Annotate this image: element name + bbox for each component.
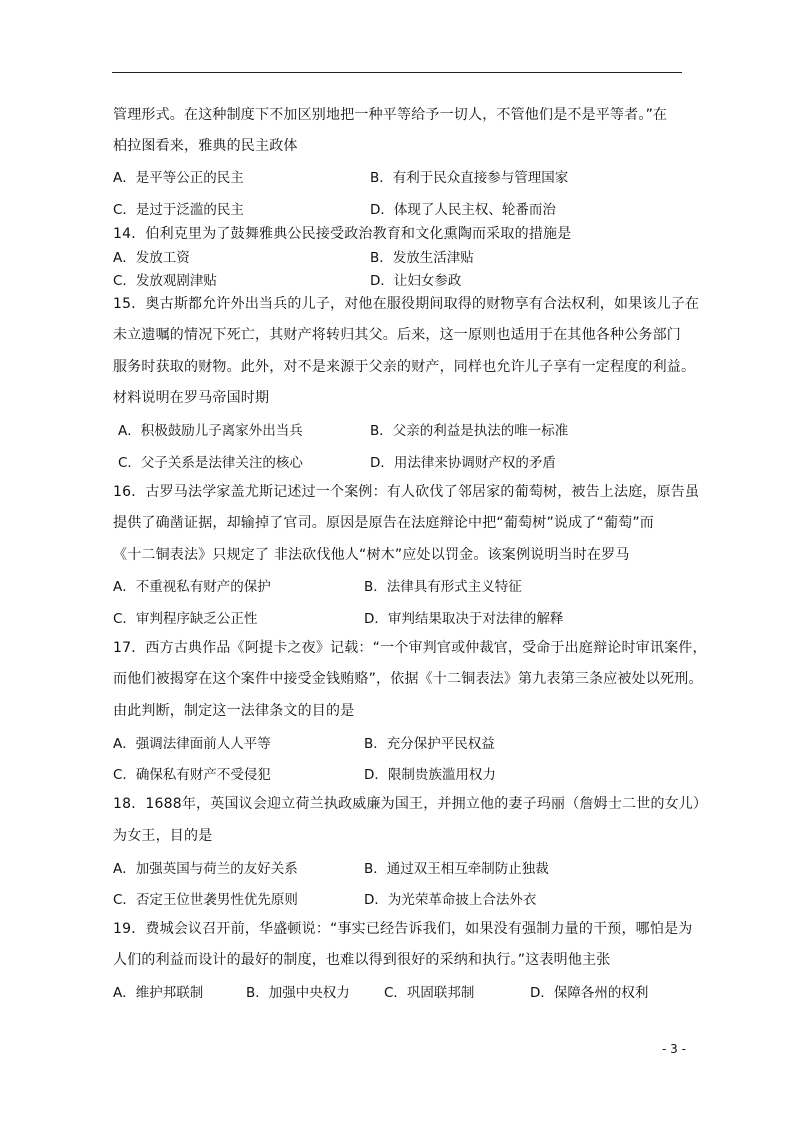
header-rule: [112, 72, 682, 73]
text-line: 《十二铜表法》只规定了 非法砍伐他人“树木”应处以罚金。该案例说明当时在罗马: [113, 547, 630, 563]
question-16: 16．古罗马法学家盖尤斯记述过一个案例：有人砍伐了邻居家的葡萄树，被告上法庭，原告虽: [113, 484, 700, 500]
option-a: A．积极鼓励儿子离家外出当兵: [118, 423, 303, 439]
text-line: 材料说明在罗马帝国时期: [113, 390, 270, 406]
option-d: D．体现了人民主权、轮番而治: [370, 202, 556, 218]
text-line: 管理形式。在这种制度下不加区别地把一种平等给予一切人，不管他们是不是平等者。”在: [113, 107, 668, 123]
text-line: 由此判断，制定这一法律条文的目的是: [113, 703, 355, 719]
question-17: 17．西方古典作品《阿提卡之夜》记载：“一个审判官或仲裁官，受命于出庭辩论时审讯案件，: [113, 640, 707, 656]
option-a: A．加强英国与荷兰的友好关系: [113, 861, 298, 877]
option-c: C．否定王位世袭男性优先原则: [113, 892, 298, 908]
question-15: 15．奥古斯都允许外出当兵的儿子，对他在服役期间取得的财物享有合法权利，如果该儿子在: [113, 296, 700, 312]
option-c: C．确保私有财产不受侵犯: [113, 767, 271, 783]
option-d: D．为光荣革命披上合法外衣: [364, 892, 537, 908]
text-line: 而他们被揭穿在这个案件中接受金钱贿赂”，依据《十二铜表法》第九表第三条应被处以死刑。: [113, 671, 703, 687]
question-18: 18．1688年，英国议会迎立荷兰执政威廉为国王，并拥立他的妻子玛丽（詹姆士二世的女儿）: [113, 796, 708, 812]
option-b: B．加强中央权力: [246, 985, 350, 1001]
page-number: - 3 -: [662, 1042, 686, 1056]
option-d: D．用法律来协调财产权的矛盾: [370, 455, 556, 471]
option-c: C．发放观剧津贴: [113, 273, 217, 289]
text-line: 为女王，目的是: [113, 828, 213, 844]
option-d: D．让妇女参政: [370, 273, 462, 289]
text-line: 提供了确凿证据，却输掉了官司。原因是原告在法庭辩论中把“葡萄树”说成了“葡萄”而: [113, 515, 655, 531]
option-b: B．充分保护平民权益: [364, 736, 495, 752]
question-19: 19．费城会议召开前，华盛顿说：“事实已经告诉我们，如果没有强制力量的干预，哪怕是为: [113, 921, 693, 937]
option-b: B．有利于民众直接参与管理国家: [370, 170, 569, 186]
text-line: 人们的利益而设计的最好的制度，也难以得到很好的采纳和执行。”这表明他主张: [113, 952, 611, 968]
text-line: 未立遗嘱的情况下死亡，其财产将转归其父。后来，这一原则也适用于在其他各种公务部门: [113, 327, 681, 343]
option-c: C．审判程序缺乏公正性: [113, 611, 258, 627]
option-c: C．是过于泛滥的民主: [113, 202, 244, 218]
option-a: A．发放工资: [113, 250, 190, 266]
option-b: B．发放生活津贴: [370, 250, 474, 266]
text-line: 服务时获取的财物。此外，对不是来源于父亲的财产，同样也允许儿子享有一定程度的利益。: [113, 359, 696, 375]
question-14: 14．伯利克里为了鼓舞雅典公民接受政治教育和文化熏陶而采取的措施是: [113, 226, 572, 242]
option-a: A．维护邦联制: [113, 985, 204, 1001]
option-c: C．巩固联邦制: [384, 985, 475, 1001]
option-b: B．通过双王相互牵制防止独裁: [364, 861, 549, 877]
option-d: D．保障各州的权利: [530, 985, 649, 1001]
text-line: 柏拉图看来，雅典的民主政体: [113, 138, 298, 154]
option-a: A．是平等公正的民主: [113, 170, 244, 186]
option-a: A．不重视私有财产的保护: [113, 579, 271, 595]
option-c: C．父子关系是法律关注的核心: [118, 455, 303, 471]
option-b: B．法律具有形式主义特征: [364, 579, 522, 595]
option-a: A．强调法律面前人人平等: [113, 736, 271, 752]
option-b: B．父亲的利益是执法的唯一标准: [370, 423, 569, 439]
option-d: D．审判结果取决于对法律的解释: [364, 611, 564, 627]
option-d: D．限制贵族滥用权力: [364, 767, 496, 783]
